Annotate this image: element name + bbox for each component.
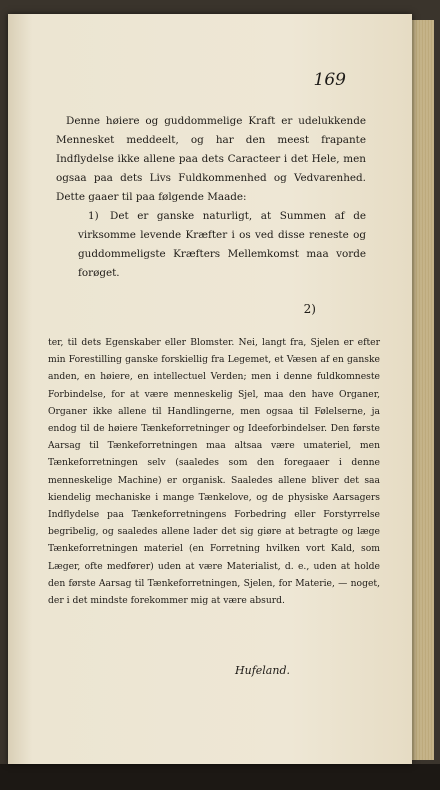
numbered-item [56, 207, 366, 283]
main-text [56, 112, 366, 283]
footnote [48, 334, 380, 609]
item-text: Det er ganske naturligt, at Summen af de virksomme levende Kræfter i os ved disse reneste og guddommeligste Kræfters Mellemkomst maa vorde forøget. [78, 210, 366, 279]
footnote-text: ter, til dets Egenskaber eller Blomster. Nei, langt fra, Sjelen er efter min Forestilling ganske forskiellig fra Legemet, et Væsen af en ganske anden, en høiere, en intellectuel Verden; men i denne fuldkomneste Forbindelse, for at være menneskelig Sjel, maa den have Organer, Organer ikke allene til Handlingerne, men ogsaa til Følelserne, ja endog til de høiere Tænkeforretninger og Ideeforbindelser. Den første Aarsag til Tænkeforretningen maa altsaa være umateriel, men Tænkeforretningen selv (saaledes som den foregaaer i denne menneskelige Machine) er organisk. Saaledes allene bliver det saa kiendelig mechaniske i mange Tænkelove, og de physiske Aarsagers Indflydelse paa Tænkeforretningens Forbedring eller Forstyrrelse begribelig, og saaledes allene lader det sig giøre at betragte og læge Tænkeforretningen materiel (en Forretning hvilken vort Kald, som Læger, ofte medfører) uden at være Materialist, d. e., uden at holde den første Aarsag til Tænkeforretningen, Sjelen, for Materie, — noget, der i det mindste forekommer mig at være absurd. [48, 337, 380, 607]
intro-paragraph: Denne høiere og guddommelige Kraft er udelukkende Mennesket meddeelt, og har den meest frapante Indflydelse ikke allene paa dets Caracteer i det Hele, men ogsaa paa dets Livs Fuldkommenhed og Vedvarenhed. Dette gaaer til paa følgende Maade: [56, 115, 366, 203]
signature: Hufeland. [235, 664, 290, 677]
page-edge [412, 20, 434, 760]
page-number: 169 [313, 70, 346, 90]
next-item-marker: 2) [303, 302, 316, 316]
book-page [8, 14, 412, 764]
bottom-shadow [0, 764, 440, 790]
item-number: 1) [88, 210, 99, 222]
